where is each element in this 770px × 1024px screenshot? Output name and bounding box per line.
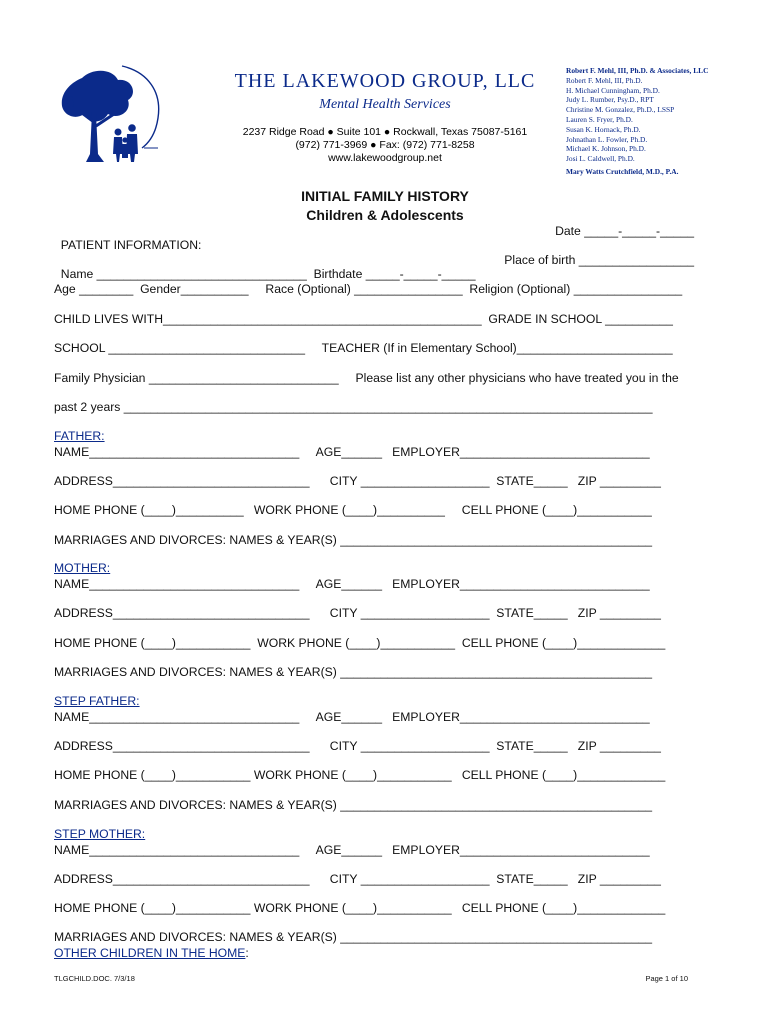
family-physician-field[interactable]: Family Physician ____________________________ Please list any other physicians who have treated you in the xyxy=(54,371,679,385)
stepmother-name-age-employer-field[interactable]: NAME_______________________________ AGE______ EMPLOYER____________________________ xyxy=(54,843,650,857)
form-title: INITIAL FAMILY HISTORY xyxy=(301,188,469,204)
patient-section-label: PATIENT INFORMATION: xyxy=(60,238,202,252)
other-children-row xyxy=(54,946,694,960)
school-teacher-field[interactable]: SCHOOL _____________________________ TEACHER (If in Elementary School)_______________________ xyxy=(54,341,673,355)
stepfather-section-label: STEP FATHER: xyxy=(54,694,140,708)
staff-member: Christine M. Gonzalez, Ph.D., LSSP xyxy=(566,105,675,115)
staff-heading: Robert F. Mehl, III, Ph.D. & Associates, LLC xyxy=(566,66,709,75)
form-subtitle: Children & Adolescents xyxy=(306,207,464,223)
stepmother-phone-field[interactable]: HOME PHONE (____)___________ WORK PHONE (____)___________ CELL PHONE (____)_____________ xyxy=(54,901,666,915)
father-phone-field[interactable]: HOME PHONE (____)__________ WORK PHONE (____)__________ CELL PHONE (____)___________ xyxy=(54,503,652,517)
firm-website: www.lakewoodgroup.net xyxy=(328,152,442,164)
staff-footer: Mary Watts Crutchfield, M.D., P.A. xyxy=(566,166,679,176)
father-section-label: FATHER: xyxy=(54,429,105,443)
mother-name-age-employer-field[interactable]: NAME_______________________________ AGE______ EMPLOYER____________________________ xyxy=(54,577,650,591)
staff-member: Michael K. Johnson, Ph.D. xyxy=(566,144,646,154)
stepmother-address-field[interactable]: ADDRESS_____________________________ CITY ___________________ STATE_____ ZIP _________ xyxy=(54,872,661,886)
mother-address-field[interactable]: ADDRESS_____________________________ CITY ___________________ STATE_____ ZIP _________ xyxy=(54,606,661,620)
father-address-field[interactable]: ADDRESS_____________________________ CITY ___________________ STATE_____ ZIP _________ xyxy=(54,474,661,488)
name-birthdate-field[interactable]: Name _______________________________ Birthdate _____-_____-_____ xyxy=(60,267,476,281)
other-children-colon: : xyxy=(245,946,249,960)
stepfather-phone-field[interactable]: HOME PHONE (____)___________ WORK PHONE (____)___________ CELL PHONE (____)_____________ xyxy=(54,768,666,782)
firm-name: THE LAKEWOOD GROUP, LLC xyxy=(234,70,536,92)
staff-list xyxy=(566,66,766,177)
stepfather-marriages-field[interactable]: MARRIAGES AND DIVORCES: NAMES & YEAR(S) ______________________________________________ xyxy=(54,798,653,812)
staff-member: Josi L. Caldwell, Ph.D. xyxy=(566,154,635,164)
staff-member: Lauren S. Fryer, Ph.D. xyxy=(566,114,633,124)
stepmother-section-label: STEP MOTHER: xyxy=(54,827,146,841)
firm-phones: (972) 771-3969 ● Fax: (972) 771-8258 xyxy=(295,139,475,151)
other-children-label: OTHER CHILDREN IN THE HOME xyxy=(54,946,246,960)
mother-section-label: MOTHER: xyxy=(54,561,111,575)
age-gender-race-religion-field[interactable]: Age ________ Gender__________ Race (Optional) ________________ Religion (Optional) ________________ xyxy=(54,282,683,296)
firm-subtitle: Mental Health Services xyxy=(319,97,451,112)
staff-member: H. Michael Cunningham, Ph.D. xyxy=(566,85,660,95)
stepfather-address-field[interactable]: ADDRESS_____________________________ CITY ___________________ STATE_____ ZIP _________ xyxy=(54,739,661,753)
place-of-birth-field[interactable]: Place of birth _________________ xyxy=(504,253,694,267)
page-number: Page 1 of 10 xyxy=(645,974,688,983)
staff-member: Robert F. Mehl, III, Ph.D. xyxy=(566,75,643,85)
mother-phone-field[interactable]: HOME PHONE (____)___________ WORK PHONE (____)___________ CELL PHONE (____)_____________ xyxy=(54,636,666,650)
staff-member: Johnathan L. Fowler, Ph.D. xyxy=(566,134,648,144)
father-marriages-field[interactable]: MARRIAGES AND DIVORCES: NAMES & YEAR(S) ______________________________________________ xyxy=(54,533,653,547)
stepmother-marriages-field[interactable]: MARRIAGES AND DIVORCES: NAMES & YEAR(S) ______________________________________________ xyxy=(54,930,653,944)
date-field[interactable]: Date _____-_____-_____ xyxy=(555,224,694,238)
document-id: TLGCHILD.DOC. 7/3/18 xyxy=(54,974,135,983)
father-name-age-employer-field[interactable]: NAME_______________________________ AGE______ EMPLOYER____________________________ xyxy=(54,445,650,459)
firm-address: 2237 Ridge Road ● Suite 101 ● Rockwall, Texas 75087-5161 xyxy=(242,126,528,138)
staff-member: Susan K. Hornack, Ph.D. xyxy=(566,124,641,134)
child-lives-with-field[interactable]: CHILD LIVES WITH_______________________________________________ GRADE IN SCHOOL __________ xyxy=(54,312,673,326)
tree-family-logo xyxy=(52,62,164,164)
stepfather-name-age-employer-field[interactable]: NAME_______________________________ AGE______ EMPLOYER____________________________ xyxy=(54,710,650,724)
mother-marriages-field[interactable]: MARRIAGES AND DIVORCES: NAMES & YEAR(S) ______________________________________________ xyxy=(54,665,653,679)
past-two-years-field[interactable]: past 2 years ______________________________________________________________________________ xyxy=(54,400,653,414)
staff-member: Judy L. Rumber, Psy.D., RPT xyxy=(566,95,654,105)
